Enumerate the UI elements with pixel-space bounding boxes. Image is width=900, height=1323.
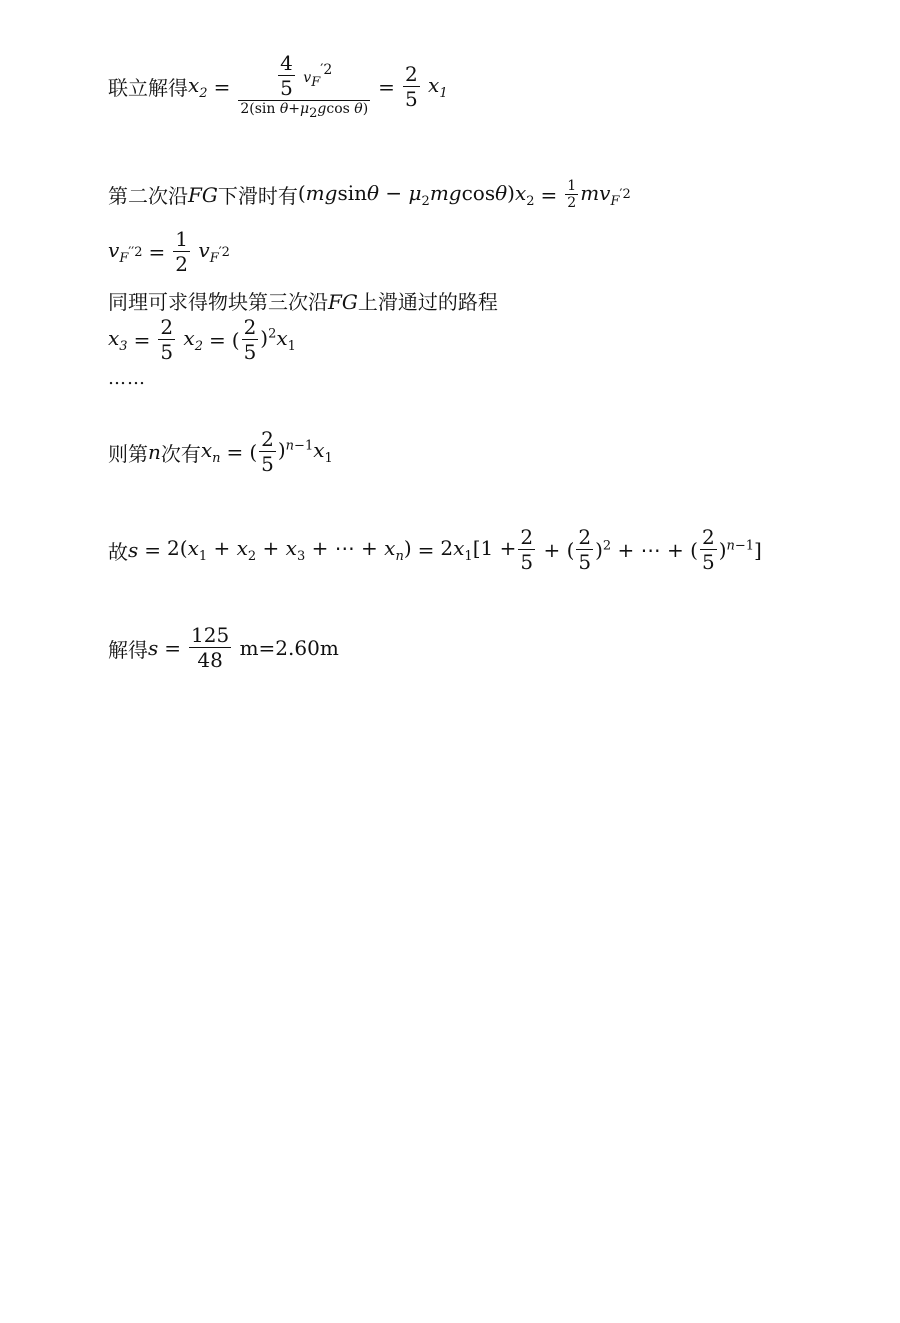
equation-x3: $x_3$ = $\frac{2}{5}$ $x_2$ = ( $\frac{2}{5}$ )$^2x_1$ (108, 315, 296, 364)
text-lianli: 联立解得 (108, 76, 188, 101)
result-value: m=2.60m (239, 636, 339, 660)
equation-vf-half: $v_F$ ′′2 = $\frac{1}{2}$ $v_F$ ′2 (108, 227, 230, 276)
equation-result: 解得 s = $\frac{125}{48}$ m=2.60m (108, 623, 339, 672)
equals-sign: = (213, 74, 231, 99)
ellipsis: …… (108, 368, 146, 389)
equation-sum-s: 故 s = $2(x_1 + x_2 + x_3$ + ⋯ + $x_n$) = $2x_1[1$ + $\frac{2}{5}$ + ( $\frac{2}{5}$ )$^2$ + ⋯ + ( $\frac{2}{5}$ )$^{n-1}$] (108, 525, 762, 574)
text-xiahua: 下滑时有 (217, 184, 298, 209)
equation-x2: 联立解得 $x_2$ = $\frac{4}{5}$ $v_F^{'2}$ 2(sin $\theta+\mu_2gcos$ θ) = $\frac{2}{5}$ $x_1$ (108, 51, 448, 121)
label-fg-2: FG (328, 290, 358, 314)
text-di-er-ci: 第二次沿 (108, 184, 188, 209)
label-fg: FG (188, 182, 218, 207)
equation-second-slide: 第二次沿 FG 下滑时有 $(mgsin\theta - \mu_2mgcos\theta)x_2$ = $\frac{1}{2}$ $mv_F$ ′2 (108, 178, 631, 212)
text-third-slide: 同理可求得物块第三次沿FG上滑通过的路程 (108, 290, 498, 314)
fraction-big: $\frac{4}{5}$ $v_F^{'2}$ 2(sin $\theta+\mu_2gcos$ θ) (240, 51, 369, 121)
equation-xn: 则第 n 次有 $x_n$ = ( $\frac{2}{5}$ )$^{n-1}x_1$ (108, 427, 333, 476)
var-x2: $x_2$ (188, 72, 208, 101)
